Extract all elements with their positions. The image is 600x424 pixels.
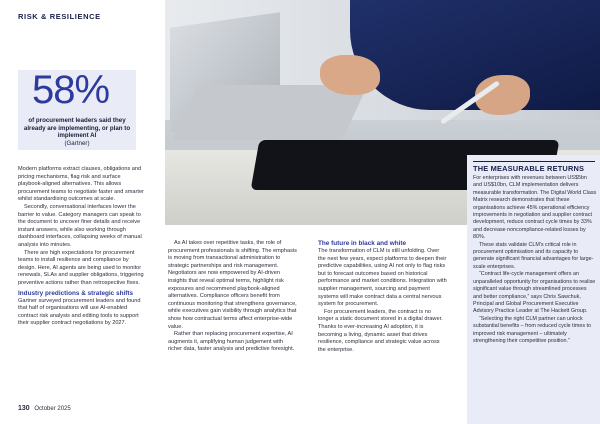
page-footer xyxy=(18,405,71,412)
text-column-2 xyxy=(168,240,298,354)
paragraph: The transformation of CLM is still unfolding. Over the next few years, expect platforms to deepen their predictive capabilities, using AI not only to flag risks but to forecast outcomes based on historical performance and market conditions. Integration with supplier management, sourcing and payment systems will make contract data a central nervous system for procurement. xyxy=(318,248,447,308)
text-column-1 xyxy=(18,166,144,328)
paragraph: “Contract life-cycle management offers an unparalleled opportunity for organisations to realise significant value through streamlined processes and better compliance,” says Chris Sawchuk, Principal and Global Procurement Executive Advisory Practice Leader at The Hackett Group. xyxy=(473,271,596,315)
stat-source: (Gartner) xyxy=(64,139,90,147)
sidebar-title: THE MEASURABLE RETURNS xyxy=(473,164,585,173)
subheading: The future in black and white xyxy=(318,240,407,247)
section-label: RISK & RESILIENCE xyxy=(18,12,101,21)
paragraph: For enterprises with revenues between US$5bn and US$10bn, CLM implementation delivers measurable transformation. The Digital World Class Matrix research demonstrates that these organisations achieve 45% operational efficiency improvements in negotiation and supplier contract development, reduce contract cycle times by 33% and decrease noncompliance-related losses by 80%. xyxy=(473,175,597,241)
paragraph: These stats validate CLM's critical role in procurement optimisation and its capacity to generate significant financial advantages for large-scale enterprises. xyxy=(473,241,594,270)
paragraph: Gartner surveyed procurement leaders and found that half of organisations will use AI-enabled contract risk analysis and editing tools to support their supplier contract negotiations by 2027. xyxy=(18,297,141,327)
paragraph: “Selecting the right CLM partner can unlock substantial benefits – from reduced cycle times to improved risk management – ultimately strengthening their competitive position.” xyxy=(473,315,592,344)
paragraph: Secondly, conversational interfaces lower the barrier to value. Category managers can speak to the document to uncover finer details and receive instant answers, while also working through dashboard interfaces, collapsing weeks of manual analysis into minutes. xyxy=(18,203,142,248)
paragraph: Rather than replacing procurement expertise, AI augments it, amplifying human judgement with richer data, faster analysis and predictive foresight. xyxy=(168,331,295,353)
page-number: 130 xyxy=(18,405,30,412)
divider xyxy=(473,161,595,162)
subheading: Industry predictions & strategic shifts xyxy=(18,289,134,297)
paragraph: For procurement leaders, the contract is no longer a static document stored in a digital drawer. Thanks to ever-increasing AI adoption, it is becoming a living, dynamic asset that drives resilience, compliance and strategic value across the enterprise. xyxy=(318,308,443,353)
paragraph: As AI takes over repetitive tasks, the role of procurement professionals is shifting. The emphasis is moving from transactional administration to strategic partnerships and risk management. Negotiators are now empowered by AI-driven insights that reveal optimal terms, highlight risk exposures and recommend playbook-aligned alternatives. Compliance officers benefit from continuous monitoring that strengthens governance, while executives gain visibility through analytics that show how contractual terms affect enterprise-wide value. xyxy=(168,240,297,330)
text-column-3 xyxy=(318,240,448,354)
stat-description: of procurement leaders said they already are implementing, or plan to implement AI (Gartner) xyxy=(23,117,131,147)
issue-date: October 2025 xyxy=(34,406,71,412)
sidebar-body xyxy=(473,175,597,345)
hand-illustration xyxy=(320,55,380,95)
paragraph: There are high expectations for procurement teams to install resilience and compliance by design. Here, AI agents are being used to monitor renewals, SLAs and supplier obligations, triggering preventive actions rather than retrospective fixes. xyxy=(18,249,144,286)
stat-value: 58% xyxy=(32,68,110,112)
paragraph: Modern platforms extract clauses, obligations and pricing mechanisms, flag risk and surface playbook-aligned alternatives. This allows procurement teams to negotiate faster and smarter whilst standardising outcomes at scale. xyxy=(18,166,144,203)
stat-callout xyxy=(18,70,136,150)
sidebar-measurable-returns xyxy=(467,155,600,424)
